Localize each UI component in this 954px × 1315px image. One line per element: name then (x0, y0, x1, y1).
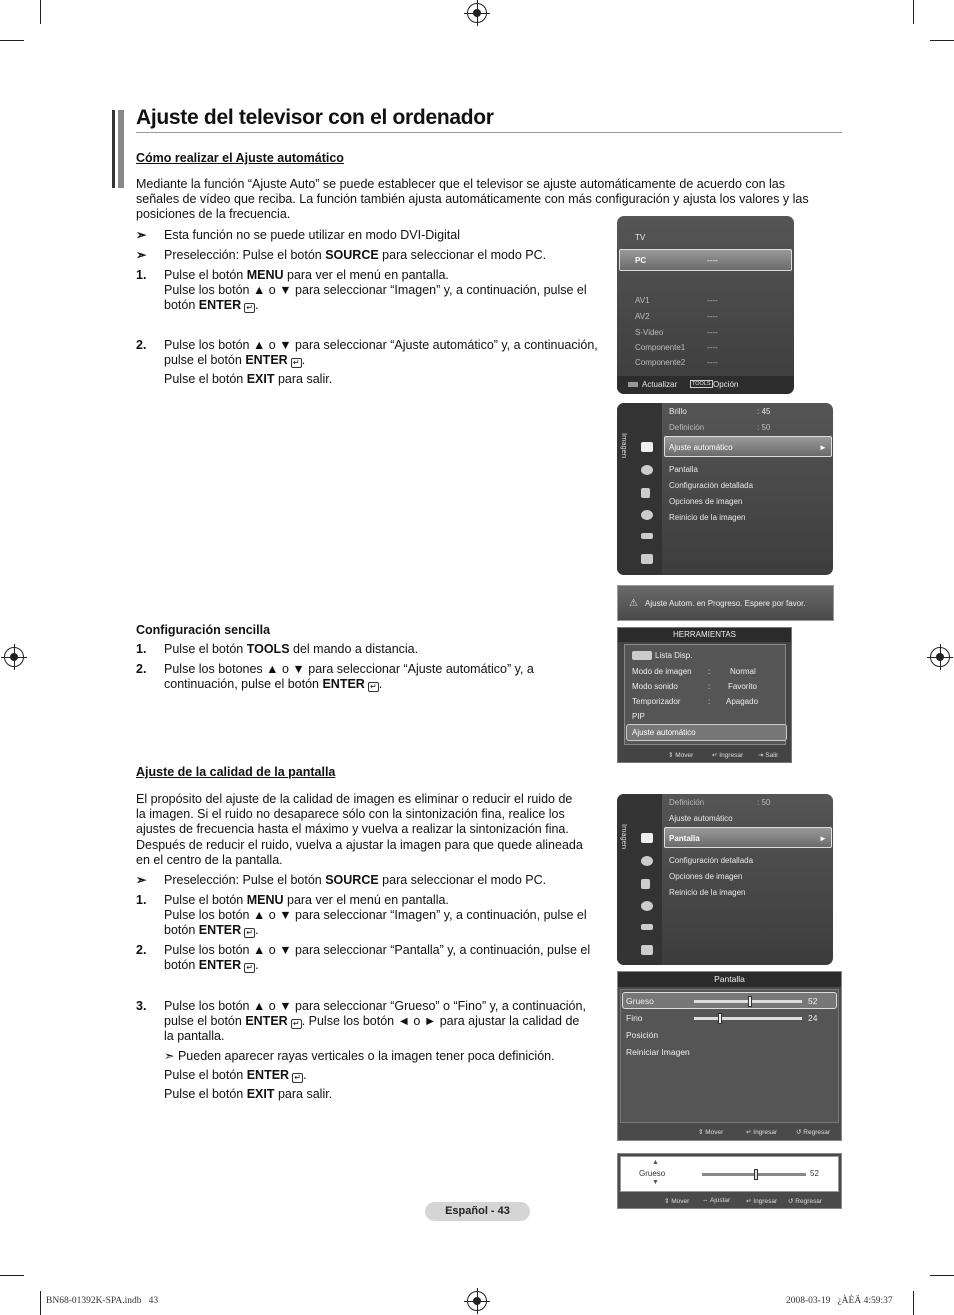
tools-pip[interactable]: PIP (632, 712, 645, 721)
menu-ajuste-automatico[interactable]: Ajuste automático (669, 814, 733, 823)
note-arrow-icon: ➣ (164, 1048, 178, 1063)
registration-mark-icon (930, 647, 950, 667)
channel-icon[interactable] (641, 879, 650, 889)
application-icon[interactable] (641, 945, 653, 955)
enter-icon: ↵ (291, 1019, 302, 1029)
menu-definicion[interactable]: Definición (669, 798, 705, 807)
tools-lista-disp[interactable]: Lista Disp. (655, 651, 693, 660)
osd-source-list: TV PC ---- AV1 ---- AV2 ---- S-Video ---- Componente1 ---- Componente2 ---- Actualizar TOOLS Opción (617, 216, 794, 394)
quality-intro: El propósito del ajuste de la calidad de imagen es eliminar o reducir el ruido de la imagen. Si el ruido no desaparece sólo con la sintonización fina, realice los ajustes de frecuencia hasta el máximo y vuelva a realizar la sintonización fina. Después de reducir el ruido, vuelva a ajustar la imagen para que quede alineada en el centro de la pantalla. (136, 792, 583, 867)
enter-icon: ↵ (291, 358, 302, 368)
enter-icon: ↵ (244, 303, 255, 313)
grueso-slider-handle[interactable] (748, 996, 752, 1007)
enter-icon: ↵ (292, 1073, 303, 1083)
right-arrow-icon: ► (819, 443, 827, 452)
source-av1[interactable]: AV1 (635, 296, 650, 305)
section-heading-auto: Cómo realizar el Ajuste automático (136, 151, 344, 165)
menu-ajuste-automatico[interactable]: Ajuste automático (669, 443, 733, 452)
enter-icon: ↵ (244, 928, 255, 938)
reiniciar-imagen-item[interactable]: Reiniciar Imagen (626, 1047, 690, 1057)
picture-icon[interactable] (641, 442, 653, 452)
setup-gear-icon[interactable] (641, 901, 653, 911)
picture-icon[interactable] (641, 833, 653, 843)
section-heading-simple: Configuración sencilla (136, 623, 271, 637)
crop-mark (40, 1291, 41, 1315)
note-arrow-icon: ➣ (136, 873, 147, 887)
return-icon: ↺ (788, 1198, 794, 1205)
registration-mark-icon (467, 1291, 487, 1311)
application-icon[interactable] (641, 554, 653, 564)
tools-title: HERRAMIENTAS (618, 628, 791, 642)
source-component2[interactable]: Componente2 (635, 358, 686, 367)
crop-mark (930, 1275, 954, 1276)
move-icon: ⇕ (668, 752, 674, 759)
page-number: Español - 43 (425, 1202, 530, 1221)
menu-config-detallada[interactable]: Configuración detallada (669, 856, 754, 865)
enter-icon: ↵ (746, 1129, 752, 1136)
tools-button-icon: TOOLS (692, 381, 711, 387)
source-pc[interactable]: PC (635, 256, 647, 265)
menu-pantalla[interactable]: Pantalla (669, 834, 700, 843)
enter-icon: ↵ (244, 963, 255, 973)
fino-slider-handle[interactable] (718, 1013, 722, 1024)
fino-value: 24 (808, 1013, 818, 1023)
channel-icon[interactable] (641, 488, 650, 498)
tools-menu: HERRAMIENTAS Lista Disp. Modo de imagen : Normal Modo sonido : Favorito Temporizador : Apagado PIP Ajuste automático ⇕ Mover ↵ Ingresar ⇥ Salir (617, 627, 792, 763)
pantalla-menu: Pantalla Grueso 52 Fino 24 Posición Reiniciar Imagen ⇕ Mover ↵ Ingresar ↺ Regresar (617, 971, 842, 1141)
title-bar-accent (112, 110, 115, 188)
fino-label[interactable]: Fino (626, 1013, 643, 1023)
tools-modo-imagen[interactable]: Modo de imagen (632, 667, 692, 676)
tools-ajuste-automatico[interactable]: Ajuste automático (632, 728, 696, 737)
osd-picture-menu: Imagen Brillo : 45 Definición : 50 Ajuste automático ► Pantalla Configuración detallada Opciones de imagen Reinicio de la imagen (617, 403, 833, 575)
menu-sidebar (617, 794, 662, 965)
adjust-icon: ⇔ (702, 1197, 709, 1204)
sound-icon[interactable] (641, 465, 653, 475)
tools-temporizador[interactable]: Temporizador (632, 697, 681, 706)
crop-mark (0, 40, 24, 41)
auto-intro: Mediante la función “Ajuste Auto” se puede establecer que el televisor se ajuste automáticamente de acuerdo con las señales de vídeo que reciba. La función también ajusta automáticamente con más configuración y ajusta los valores y las posiciones de la frecuencia. (136, 177, 809, 222)
osd-picture-menu-2: Imagen Definición : 50 Ajuste automático Pantalla ► Configuración detallada Opciones de imagen Reinicio de la imagen (617, 794, 833, 965)
crop-mark (913, 0, 914, 24)
setup-gear-icon[interactable] (641, 510, 653, 520)
pantalla-title: Pantalla (618, 972, 841, 987)
source-pc-value: ---- (707, 256, 718, 265)
enter-icon: ↵ (746, 1198, 752, 1205)
registration-mark-icon (467, 3, 487, 23)
sidebar-label: Imagen (620, 824, 629, 850)
progress-message-box (617, 585, 834, 621)
grueso-label[interactable]: Grueso (626, 996, 654, 1006)
menu-config-detallada[interactable]: Configuración detallada (669, 481, 754, 490)
source-av2[interactable]: AV2 (635, 312, 650, 321)
note-arrow-icon: ➣ (136, 248, 147, 262)
source-tv[interactable]: TV (635, 233, 646, 242)
menu-opciones-imagen[interactable]: Opciones de imagen (669, 497, 743, 506)
move-icon: ⇕ (664, 1198, 670, 1205)
crop-mark (913, 1291, 914, 1315)
print-footer-right: 2008-03-19 ¿ÀÈÄ 4:59:37 (786, 1296, 893, 1306)
return-icon: ↺ (796, 1129, 802, 1136)
grueso-adjust-label: Grueso (639, 1169, 666, 1178)
posicion-item[interactable]: Posición (626, 1030, 659, 1040)
crop-mark (930, 40, 954, 41)
source-component1[interactable]: Componente1 (635, 343, 686, 352)
grueso-adjust-slider[interactable] (702, 1173, 806, 1176)
right-arrow-icon: ► (819, 834, 827, 843)
input-icon[interactable] (641, 533, 653, 539)
menu-reinicio-imagen[interactable]: Reinicio de la imagen (669, 513, 746, 522)
input-icon[interactable] (641, 924, 653, 930)
red-button-icon (628, 382, 638, 387)
crop-mark (0, 1275, 24, 1276)
down-arrow-icon[interactable]: ▼ (652, 1179, 659, 1186)
progress-text: Ajuste Autom. en Progreso. Espere por favor. (645, 599, 806, 608)
fino-slider[interactable] (694, 1017, 802, 1020)
title-bar-accent (118, 110, 124, 188)
anynet-logo-icon (632, 651, 652, 660)
enter-icon: ↵ (712, 752, 718, 759)
exit-icon: ⇥ (758, 752, 764, 759)
menu-definicion[interactable]: Definición (669, 423, 705, 432)
grueso-adjust-bar: ▲ Grueso ▼ 52 ⇕ Mover ⇔ Ajustar ↵ Ingresar ↺ Regresar (617, 1153, 842, 1209)
source-svideo[interactable]: S-Video (635, 328, 664, 337)
move-icon: ⇕ (698, 1129, 704, 1136)
menu-sidebar (617, 403, 662, 575)
warning-icon: ⚠ (629, 598, 638, 609)
title-rule (136, 132, 842, 133)
menu-reinicio-imagen[interactable]: Reinicio de la imagen (669, 888, 746, 897)
print-footer-left: BN68-01392K-SPA.indb 43 (46, 1296, 159, 1306)
note-arrow-icon: ➣ (136, 228, 147, 242)
enter-icon: ↵ (368, 682, 379, 692)
grueso-adjust-handle[interactable] (754, 1169, 758, 1180)
section-heading-quality: Ajuste de la calidad de la pantalla (136, 765, 336, 779)
sound-icon[interactable] (641, 856, 653, 866)
grueso-adjust-value: 52 (810, 1169, 819, 1178)
menu-pantalla[interactable]: Pantalla (669, 465, 698, 474)
grueso-slider[interactable] (694, 1000, 802, 1003)
menu-brillo[interactable]: Brillo (669, 407, 687, 416)
tools-modo-sonido[interactable]: Modo sonido (632, 682, 678, 691)
grueso-value: 52 (808, 996, 818, 1006)
menu-opciones-imagen[interactable]: Opciones de imagen (669, 872, 743, 881)
sidebar-label: Imagen (620, 433, 629, 459)
page-title: Ajuste del televisor con el ordenador (136, 106, 494, 129)
registration-mark-icon (4, 647, 24, 667)
crop-mark (40, 0, 41, 24)
up-arrow-icon[interactable]: ▲ (652, 1159, 659, 1166)
